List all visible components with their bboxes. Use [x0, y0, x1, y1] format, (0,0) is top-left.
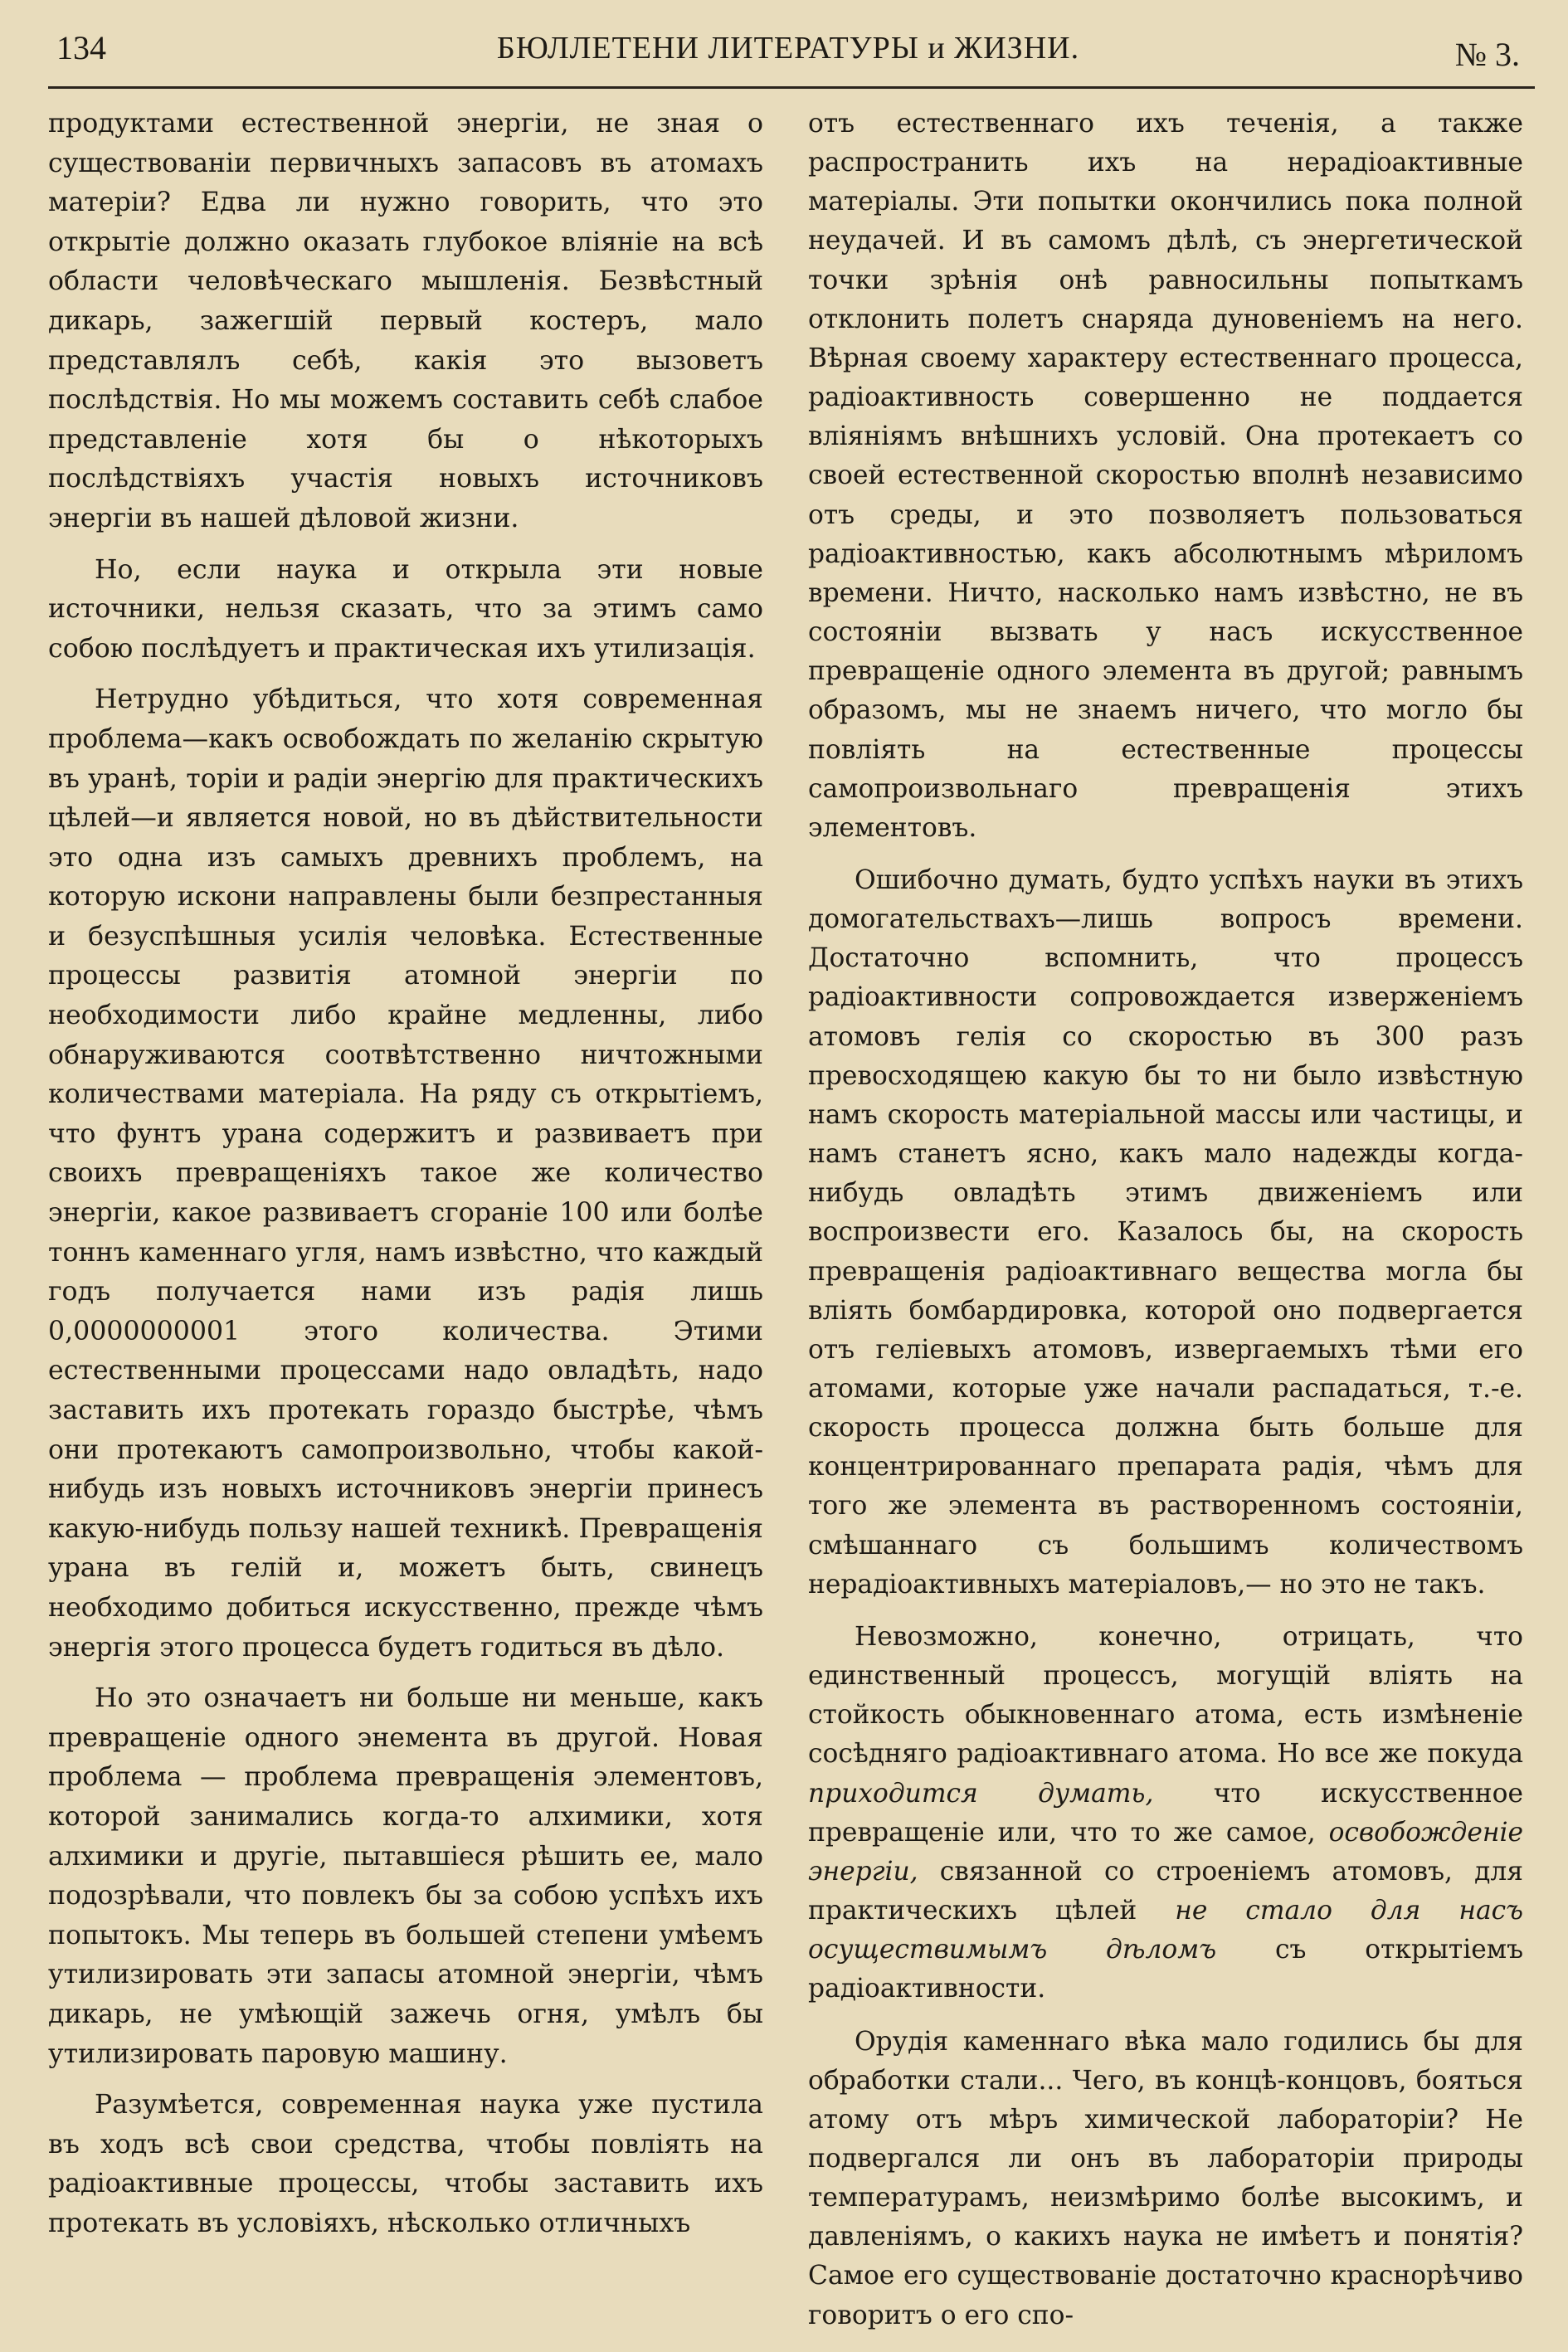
paragraph: Нетрудно убѣдиться, что хотя современная проблема—какъ освобождать по желанію скрытую въ уранѣ, торіи и радіи энергію для практическихъ цѣлей—и является новой, но въ дѣйствительности это одна изъ самыхъ древнихъ проблемъ, на которую искони направлены были безпрестанныя и безуспѣшныя усилія человѣка. Естественные процессы развитія атомной энергіи по необходимости либо крайне медленны, либо обнаруживаются соотвѣтственно ничтожными количествами матеріала. На ряду съ открытіемъ, что фунтъ урана содержитъ и развиваетъ при своихъ превращеніяхъ такое же количество энергіи, какое развиваетъ сгораніе 100 или болѣе тоннъ каменнаго угля, намъ извѣстно, что каждый годъ получается нами изъ радія лишь 0,0000000001 этого количества. Этими естественными процессами надо овладѣть, надо заставить ихъ протекать гораздо быстрѣе, чѣмъ они протекаютъ самопроизвольно, чтобы какой-нибудь изъ новыхъ источниковъ энергіи принесъ какую-нибудь пользу нашей техникѣ. Превращенія урана въ гелій и, можетъ быть, свинецъ необходимо добиться искусственно, прежде чѣмъ энергія этого процесса будетъ годиться въ дѣло. [48, 684, 763, 1663]
paragraph: Но это означаетъ ни больше ни меньше, какъ превращеніе одного энемента въ другой. Новая проблема — проблема превращенія элементовъ, которой занимались когда-то алхимики, хотя алхимики и другіе, пытавшіеся рѣшить ее, мало подозрѣвали, что повлекъ бы за собою успѣхъ ихъ попытокъ. Мы теперь въ большей степени умѣемъ утилизировать эти запасы атомной энергіи, чѣмъ дикарь, не умѣющій зажечь огня, умѣлъ бы утилизировать паровую машину. [48, 1683, 763, 2069]
emphasis: не стало для насъ осуществимымъ дѣломъ [808, 1896, 1523, 1965]
left-column [48, 105, 763, 2243]
paragraph: Разумѣется, современная наука уже пустила въ ходъ всѣ свои средства, чтобы повліять на радіоактивные процессы, чтобы заставить ихъ протекать въ условіяхъ, нѣсколько отличныхъ [48, 2090, 763, 2238]
running-title: БЮЛЛЕТЕНИ ЛИТЕРАТУРЫ и ЖИЗНИ. [496, 31, 1080, 66]
header-rule [48, 86, 1535, 89]
text-run: Невозможно, конечно, отрицать, что единственный процессъ, могущій вліять на стойкость обыкновеннаго атома, есть измѣненіе сосѣдняго радіоактивнаго атома. Но все же покуда [808, 1621, 1523, 1770]
page-number: 134 [56, 29, 106, 66]
paragraph: отъ естественнаго ихъ теченія, а также распространить ихъ на нерадіоактивные матеріалы. Эти попытки окончились пока полной неудачей. И въ самомъ дѣлѣ, съ энергетической точки зрѣнія онѣ равносильны попыткамъ отклонить полетъ снаряда дуновеніемъ на него. Вѣрная своему характеру естественнаго процесса, радіоактивность совершенно не поддается вліяніямъ внѣшнихъ условій. Она протекаетъ со своей естественной скоростью вполнѣ независимо отъ среды, и это позволяетъ пользоваться радіоактивностью, какъ абсолютнымъ мѣриломъ времени. Ничто, насколько намъ извѣстно, не въ состояніи вызвать у насъ искусственное превращеніе одного элемента въ другой; равнымъ образомъ, мы не знаемъ ничего, что могло бы повліять на естественные процессы самопроизвольнаго превращенія этихъ элементовъ. [808, 109, 1523, 843]
text-run: съ открытіемъ радіоактивности. [808, 1935, 1523, 2004]
paragraph-with-emphasis [808, 1618, 1523, 2009]
issue-number: № 3. [1454, 36, 1520, 73]
right-column [808, 105, 1523, 2335]
emphasis: приходится думать, [808, 1778, 1154, 1809]
text-run: что искусственное превращеніе или, что то же самое, [808, 1778, 1523, 1848]
paragraph: Ошибочно думать, будто успѣхъ науки въ этихъ домогательствахъ—лишь вопросъ времени. Достаточно вспомнить, что процессъ радіоактивности сопровождается изверженіемъ атомовъ гелія со скоростью въ 300 разъ превосходящею какую бы то ни было извѣстную намъ скорость матеріальной массы или частицы, и намъ станетъ ясно, какъ мало надежды когда-нибудь овладѣть этимъ движеніемъ или воспроизвести его. Казалось бы, на скорость превращенія радіоактивнаго вещества могла бы вліять бомбардировка, которой оно подвергается отъ геліевыхъ атомовъ, извергаемыхъ тѣми его атомами, которые уже начали распадаться, т.-е. скорость процесса должна быть больше для концентрированнаго препарата радія, чѣмъ для того же элемента въ растворенномъ состояніи, смѣшаннаго съ большимъ количествомъ нерадіоактивныхъ матеріаловъ,— но это не такъ. [808, 864, 1523, 1600]
paragraph: Орудія каменнаго вѣка мало годились бы для обработки стали... Чего, въ концѣ-концовъ, бояться атому отъ мѣръ химической лабораторіи? Не подвергался ли онъ въ лабораторіи природы температурамъ, неизмѣримо болѣе высокимъ, и давленіямъ, о какихъ наука не имѣетъ и понятія? Самое его существованіе достаточно краснорѣчиво говоритъ о его спо- [808, 2026, 1523, 2330]
text-run: связанной со строеніемъ атомовъ, для практическихъ цѣлей [808, 1856, 1523, 1926]
paragraph: продуктами естественной энергіи, не зная о существованіи первичныхъ запасовъ въ атомахъ матеріи? Едва ли нужно говорить, что это открытіе должно оказать глубокое вліяніе на всѣ области человѣческаго мышленія. Безвѣстный дикарь, зажегшій первый костеръ, мало представлялъ себѣ, какія это вызоветъ послѣдствія. Но мы можемъ составить себѣ слабое представленіе хотя бы о нѣкоторыхъ послѣдствіяхъ участія новыхъ источниковъ энергіи въ нашей дѣловой жизни. [48, 109, 763, 533]
emphasis: освобожденіе энергіи, [808, 1817, 1524, 1887]
page-header [56, 25, 1520, 75]
paragraph: Но, если наука и открыла эти новые источники, нельзя сказать, что за этимъ само собою послѣдуетъ и практическая ихъ утилизація. [48, 554, 763, 664]
